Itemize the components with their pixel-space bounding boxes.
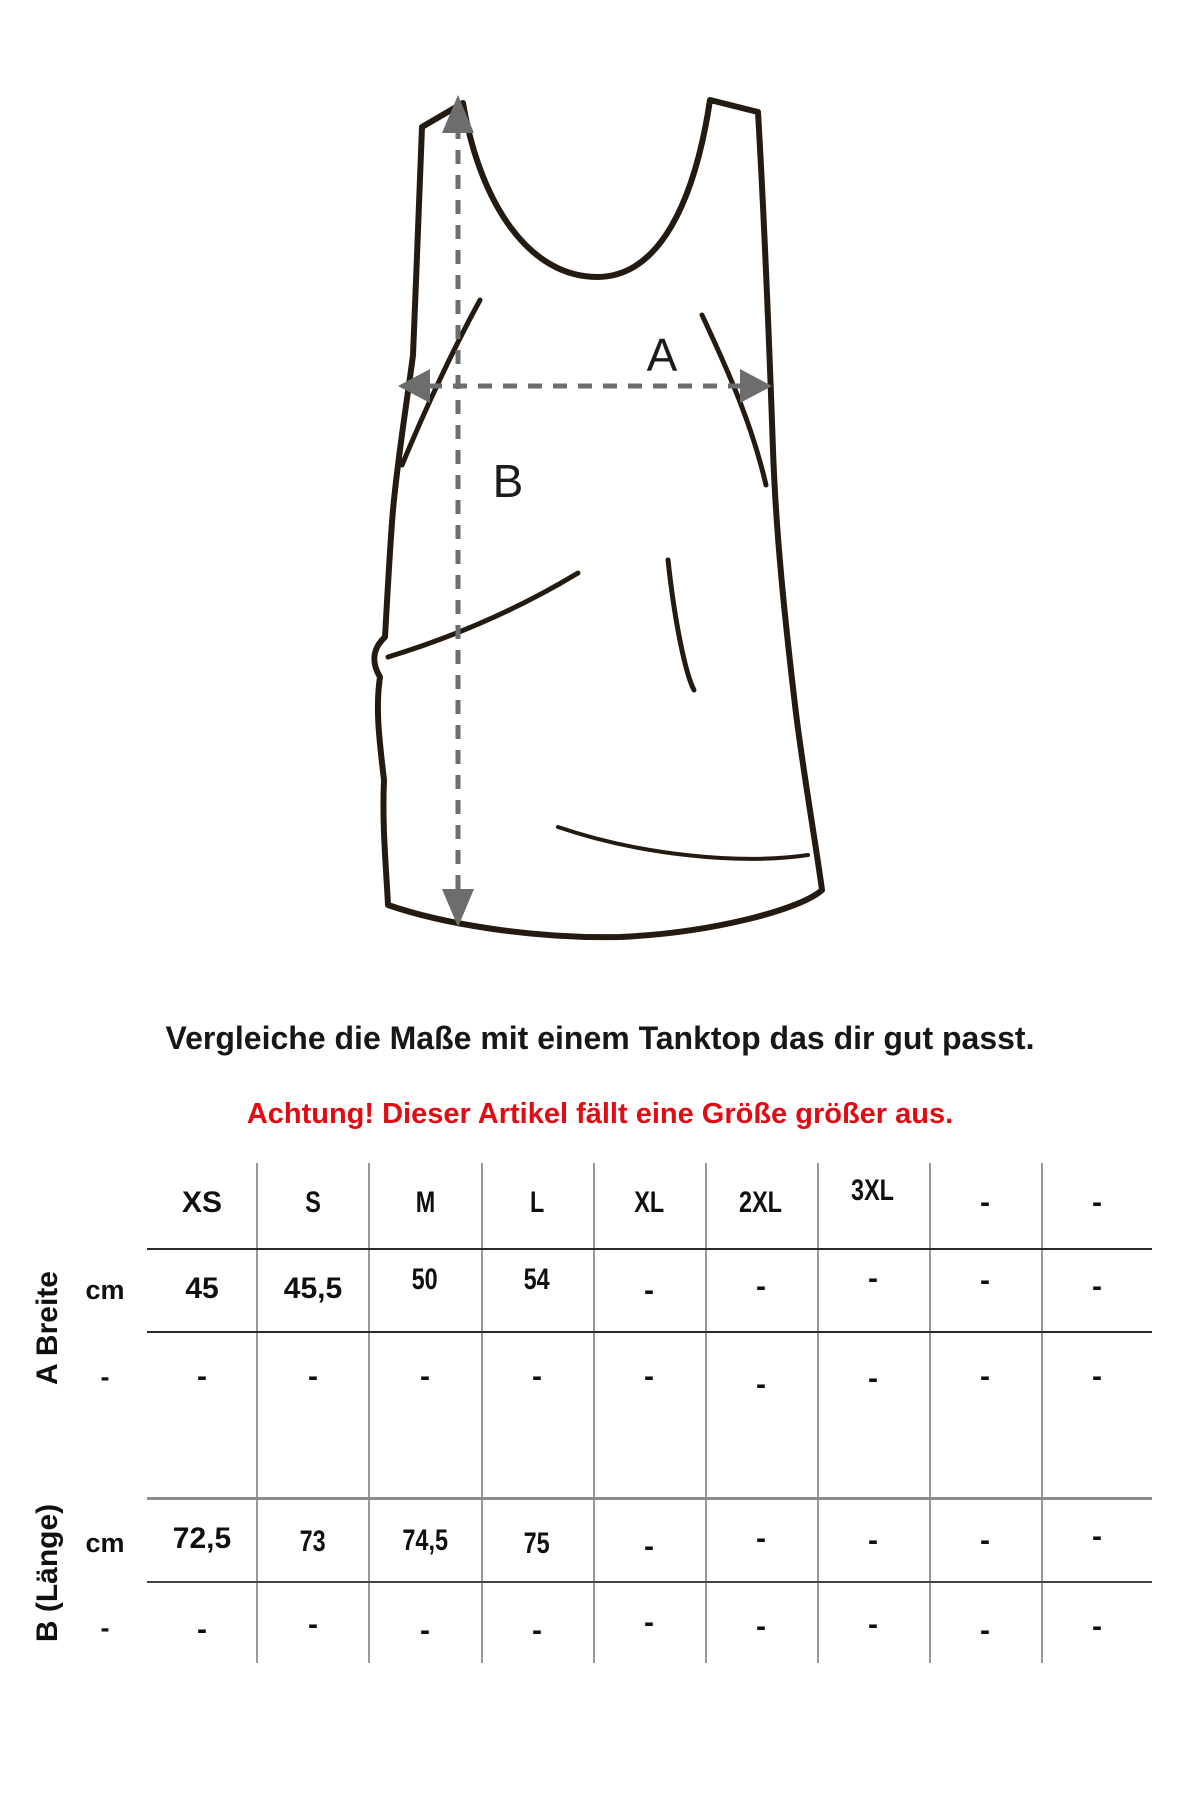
value-cell: -	[197, 1360, 207, 1393]
tanktop-diagram	[330, 65, 850, 945]
grid-vline	[705, 1163, 707, 1663]
size-header-l: L	[529, 1186, 545, 1219]
value-cell: -	[1092, 1270, 1102, 1303]
value-cell: 74,5	[402, 1524, 448, 1557]
value-cell: 72,5	[172, 1522, 232, 1555]
value-cell: 73	[299, 1525, 327, 1558]
value-cell: -	[980, 1264, 990, 1297]
grid-hline	[147, 1497, 1152, 1500]
hem-wrinkle-line	[558, 827, 808, 859]
grid-vline	[817, 1163, 819, 1663]
value-cell: -	[532, 1360, 542, 1393]
value-cell: -	[644, 1606, 654, 1639]
value-cell: -	[644, 1274, 654, 1307]
unit-label: cm	[85, 1275, 125, 1305]
value-cell: -	[420, 1614, 430, 1647]
size-header-3xl: 3XL	[851, 1174, 895, 1207]
value-cell: 50	[411, 1263, 439, 1296]
measure-b-label: B	[492, 455, 524, 507]
value-cell: -	[868, 1608, 878, 1641]
value-cell: -	[756, 1270, 766, 1303]
grid-hline	[147, 1331, 1152, 1333]
measure-a-label: A	[646, 329, 678, 381]
waist-wrinkle-line	[388, 573, 578, 657]
measure-b-arrow	[442, 95, 474, 927]
value-cell: -	[197, 1613, 207, 1646]
grid-vline	[481, 1163, 483, 1663]
grid-vline	[593, 1163, 595, 1663]
value-cell: -	[644, 1360, 654, 1393]
arrowhead-left-icon	[398, 369, 430, 403]
unit-label: cm	[85, 1528, 125, 1558]
value-cell: -	[308, 1608, 318, 1641]
value-cell: 54	[523, 1263, 551, 1296]
value-cell: -	[1092, 1520, 1102, 1553]
value-cell: -	[308, 1360, 318, 1393]
value-cell: -	[980, 1524, 990, 1557]
value-cell: 45,5	[283, 1272, 343, 1305]
size-header-xl: XL	[634, 1186, 664, 1219]
row-group-label-a-breite: A Breite	[31, 1271, 64, 1385]
right-armhole-line	[702, 315, 766, 485]
value-cell: -	[756, 1522, 766, 1555]
size-header-s: S	[305, 1186, 321, 1219]
value-cell: -	[420, 1360, 430, 1393]
value-cell: -	[756, 1368, 766, 1401]
value-cell: 75	[523, 1527, 551, 1560]
grid-vline	[1041, 1163, 1043, 1663]
value-cell: -	[868, 1362, 878, 1395]
tanktop-outline	[374, 100, 822, 937]
size-header-2xl: 2XL	[739, 1186, 783, 1219]
value-cell: -	[644, 1530, 654, 1563]
size-header-m: M	[415, 1186, 435, 1219]
unit-label: -	[100, 1613, 110, 1643]
right-wrinkle-line	[668, 560, 694, 690]
value-cell: -	[532, 1614, 542, 1647]
value-cell: -	[1092, 1610, 1102, 1643]
grid-vline	[929, 1163, 931, 1663]
measure-a-arrow	[398, 369, 772, 403]
unit-label: -	[100, 1362, 110, 1392]
value-cell: -	[1092, 1360, 1102, 1393]
size-header-dash: -	[1092, 1186, 1102, 1219]
compare-note: Vergleiche die Maße mit einem Tanktop das dir gut passt.	[165, 1020, 1035, 1056]
grid-vline	[256, 1163, 258, 1663]
grid-hline	[147, 1581, 1152, 1583]
arrowhead-right-icon	[740, 369, 772, 403]
value-cell: -	[980, 1360, 990, 1393]
grid-hline	[147, 1248, 1152, 1250]
row-group-label-b-laenge: B (Länge)	[31, 1503, 64, 1643]
value-cell: -	[756, 1610, 766, 1643]
value-cell: -	[868, 1262, 878, 1295]
grid-vline	[368, 1163, 370, 1663]
value-cell: -	[980, 1614, 990, 1647]
value-cell: -	[868, 1524, 878, 1557]
warning-note: Achtung! Dieser Artikel fällt eine Größe größer aus.	[246, 1098, 954, 1130]
value-cell: 45	[185, 1272, 219, 1305]
size-header-xs: XS	[181, 1186, 223, 1219]
size-header-dash: -	[980, 1186, 990, 1219]
